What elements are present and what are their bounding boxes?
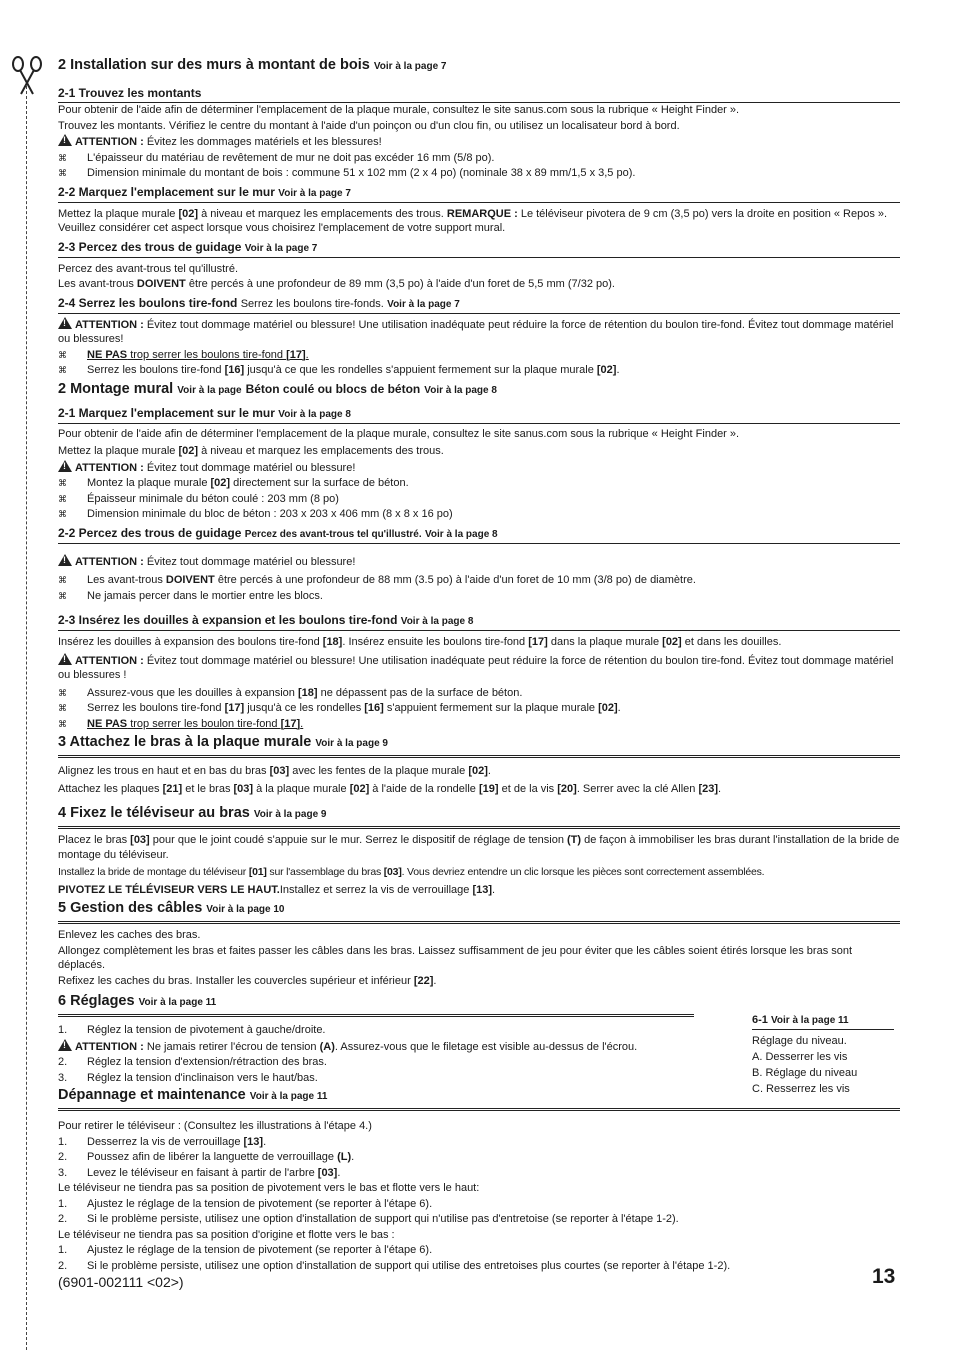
list-item: 1. Ajustez le réglage de la tension de pivotement (se reporter à l'étape 6).: [58, 1197, 433, 1210]
text: PIVOTEZ LE TÉLÉVISEUR VERS LE HAUT.Installez et serrez la vis de verrouillage [13].: [58, 883, 496, 896]
list-item: ⌘ Épaisseur minimale du béton coulé : 203 mm (8 po): [58, 492, 900, 507]
warning: !ATTENTION : Évitez tout dommage matériel ou blessure!: [58, 554, 900, 570]
list-item: ⌘ NE PAS trop serrer les boulon tire-fond [17].: [58, 717, 900, 732]
text: Percez des avant-trous tel qu'illustré.: [58, 262, 239, 275]
list-item: ⌘ Montez la plaque murale [02] directement sur la surface de béton.: [58, 476, 900, 491]
side-line: C. Resserrez les vis: [752, 1083, 850, 1095]
text: Trouvez les montants. Vérifiez le centre du montant à l'aide d'un poinçon ou d'un clou fin, ou utilisez un localisateur bord à bord.: [58, 119, 680, 132]
text: Refixez les caches du bras. Installer les couvercles supérieur et inférieur [22].: [58, 974, 437, 987]
warning-icon: [58, 460, 72, 472]
list-item: 2. Poussez afin de libérer la languette de verrouillage (L).: [58, 1151, 355, 1163]
list-item: 2. Si le problème persiste, utilisez une option d'installation de support qui n'utilise pas d'entretoise (se reporter à l'étape 1-2).: [58, 1213, 679, 1225]
warning-icon: [58, 134, 72, 146]
side-box-title: 6-1 Voir à la page 11: [752, 1012, 894, 1030]
list-item: ⌘ Dimension minimale du montant de bois : commune 51 x 102 mm (2 x 4 po) (nominale 38 x 89 mm/1,5 x 3,5 po).: [58, 166, 900, 181]
warning: !ATTENTION : Ne jamais retirer l'écrou de tension (A). Assurez-vous que le filetage est visible au-dessus de l'écrou.: [58, 1039, 694, 1055]
text: Placez le bras [03] pour que le joint coudé s'appuie sur le mur. Serrez le dispositif de réglage de tension (T) de façon à immobiliser les bras durant l'installation de la bride de montage du téléviseur.: [58, 834, 900, 861]
cut-line: [26, 86, 27, 1350]
text: Les avant-trous DOIVENT être percés à une profondeur de 89 mm (3,5 po) à l'aide d'un foret de 5,5 mm (7/32 po).: [58, 278, 615, 290]
text: Mettez la plaque murale [02] à niveau et marquez les emplacements des trous. REMARQUE : Le téléviseur pivotera de 9 cm (3,5 po) vers la droite en position « Repos ». Veuillez considérer cet aspect lorsque vous choisirez l'emplacement de votre support mural.: [58, 207, 888, 234]
text: Pour retirer le téléviseur : (Consultez les illustrations à l'étape 4.): [58, 1120, 372, 1132]
section-3-title: 3 Attachez le bras à la plaque murale Voir à la page 9: [58, 733, 900, 758]
text: Le téléviseur ne tiendra pas sa position de pivotement vers le bas et flotte vers le haut:: [58, 1182, 480, 1194]
scissors-icon: [9, 56, 45, 96]
side-line: A. Desserrer les vis: [752, 1051, 848, 1063]
side-box-6-1: [752, 1012, 894, 1097]
list-item: 2. Réglez la tension d'extension/rétraction des bras.: [58, 1056, 327, 1068]
warning: !ATTENTION : Évitez tout dommage matériel ou blessure!: [58, 460, 900, 476]
warning-icon: [58, 653, 72, 665]
section-6-title: 6 Réglages Voir à la page 11: [58, 992, 694, 1017]
text: Le téléviseur ne tiendra pas sa position d'origine et flotte vers le bas :: [58, 1228, 395, 1241]
list-item: ⌘ Serrez les boulons tire-fond [16] jusqu'à ce que les rondelles s'appuient fermement sur la plaque murale [02].: [58, 363, 900, 378]
warning-icon: [58, 1039, 72, 1051]
list-item: 2. Si le problème persiste, utilisez une option d'installation de support qui utilise des entretoises plus courtes (se reporter à l'étape 1-2).: [58, 1259, 731, 1272]
list-item: ⌘ Ne jamais percer dans le mortier entre les blocs.: [58, 589, 900, 604]
section-4-title: 4 Fixez le téléviseur au bras Voir à la page 9: [58, 804, 900, 829]
warning: !ATTENTION : Évitez les dommages matériels et les blessures!: [58, 134, 900, 150]
section-2-wood-title: 2 Installation sur des murs à montant de bois Voir à la page 7: [58, 57, 447, 73]
list-item: ⌘ Serrez les boulons tire-fond [17] jusqu'à ce les rondelles [16] s'appuient fermement sur la plaque murale [02].: [58, 701, 900, 716]
text: Pour obtenir de l'aide afin de déterminer l'emplacement de la plaque murale, consultez le site sanus.com sous la rubrique « Height Finder ».: [58, 427, 740, 440]
side-line: Réglage du niveau.: [752, 1035, 847, 1047]
warning: !ATTENTION : Évitez tout dommage matériel ou blessure! Une utilisation inadéquate peut réduire la force de rétention du boulon tire-fond. Évitez tout dommage matériel ou blessures !: [58, 653, 900, 683]
heading-2-1-concrete: 2-1 Marquez l'emplacement sur le mur Voir à la page 8: [58, 406, 900, 424]
troubleshooting-title: Dépannage et maintenance Voir à la page 11: [58, 1086, 900, 1111]
list-item: ⌘ Dimension minimale du bloc de béton : 203 x 203 x 406 mm (8 x 8 x 16 po): [58, 507, 900, 522]
list-item: ⌘ NE PAS trop serrer les boulons tire-fond [17].: [58, 348, 900, 363]
warning-icon: [58, 317, 72, 329]
warning-icon: [58, 554, 72, 566]
text: Mettez la plaque murale [02] à niveau et marquez les emplacements des trous.: [58, 445, 444, 457]
side-line: B. Réglage du niveau: [752, 1067, 858, 1079]
text: Enlevez les caches des bras.: [58, 929, 201, 941]
text: Alignez les trous en haut et en bas du bras [03] avec les fentes de la plaque murale [02].: [58, 765, 491, 777]
text: Insérez les douilles à expansion des boulons tire-fond [18]. Insérez ensuite les boulons tire-fond [17] dans la plaque murale [02] et dans les douilles.: [58, 636, 782, 648]
heading-2-4-wood: 2-4 Serrez les boulons tire-fond Serrez les boulons tire-fonds. Voir à la page 7: [58, 296, 900, 314]
list-item: ⌘ Assurez-vous que les douilles à expansion [18] ne dépassent pas de la surface de béton.: [58, 686, 900, 701]
warning: !ATTENTION : Évitez tout dommage matériel ou blessure! Une utilisation inadéquate peut réduire la force de rétention du boulon tire-fond. Évitez tout dommage matériel ou blessures!: [58, 317, 900, 347]
heading-2-2-wood: 2-2 Marquez l'emplacement sur le mur Voir à la page 7: [58, 185, 900, 203]
heading-2-2-concrete: 2-2 Percez des trous de guidage Percez des avant-trous tel qu'illustré. Voir à la page 8: [58, 526, 900, 544]
heading-2-3-concrete: 2-3 Insérez les douilles à expansion et les boulons tire-fond Voir à la page 8: [58, 613, 900, 631]
list-item: 3. Réglez la tension d'inclinaison vers le haut/bas.: [58, 1071, 318, 1084]
list-item: 1. Réglez la tension de pivotement à gauche/droite.: [58, 1024, 326, 1036]
text: Pour obtenir de l'aide afin de déterminer l'emplacement de la plaque murale, consultez le site sanus.com sous la rubrique « Height Finder ».: [58, 104, 740, 116]
list-item: ⌘ L'épaisseur du matériau de revêtement de mur ne doit pas excéder 16 mm (5/8 po).: [58, 151, 900, 166]
list-item: 3. Levez le téléviseur en faisant à partir de l'arbre [03].: [58, 1166, 341, 1179]
heading-2-3-wood: 2-3 Percez des trous de guidage Voir à la page 7: [58, 240, 900, 258]
section-2-concrete-title: 2 Montage mural Voir à la page Béton coulé ou blocs de béton Voir à la page 8: [58, 380, 497, 397]
document-code: (6901-002111 <02>): [58, 1274, 184, 1290]
text: Attachez les plaques [21] et le bras [03] à la plaque murale [02] à l'aide de la rondelle [19] et de la vis [20]. Serrer avec la clé Allen [23].: [58, 782, 722, 795]
text: Installez la bride de montage du téléviseur [01] sur l'assemblage du bras [03]. Vous devriez entendre un clic lorsque les pièces sont correctement assemblées.: [58, 866, 765, 878]
heading-2-1-wood: 2-1 Trouvez les montants: [58, 86, 900, 103]
text: Allongez complètement les bras et faites passer les câbles dans les bras. Laissez suffisamment de jeu pour éviter que les câbles soient étirés lorsque les bras sont déplacés.: [58, 944, 853, 971]
list-item: 1. Desserrez la vis de verrouillage [13].: [58, 1135, 267, 1148]
section-5-title: 5 Gestion des câbles Voir à la page 10: [58, 899, 900, 924]
list-item: 1. Ajustez le réglage de la tension de pivotement (se reporter à l'étape 6).: [58, 1244, 433, 1256]
list-item: ⌘ Les avant-trous DOIVENT être percés à une profondeur de 88 mm (3.5 po) à l'aide d'un foret de 10 mm (3/8 po) de diamètre.: [58, 573, 900, 588]
page-number: 13: [872, 1265, 896, 1288]
